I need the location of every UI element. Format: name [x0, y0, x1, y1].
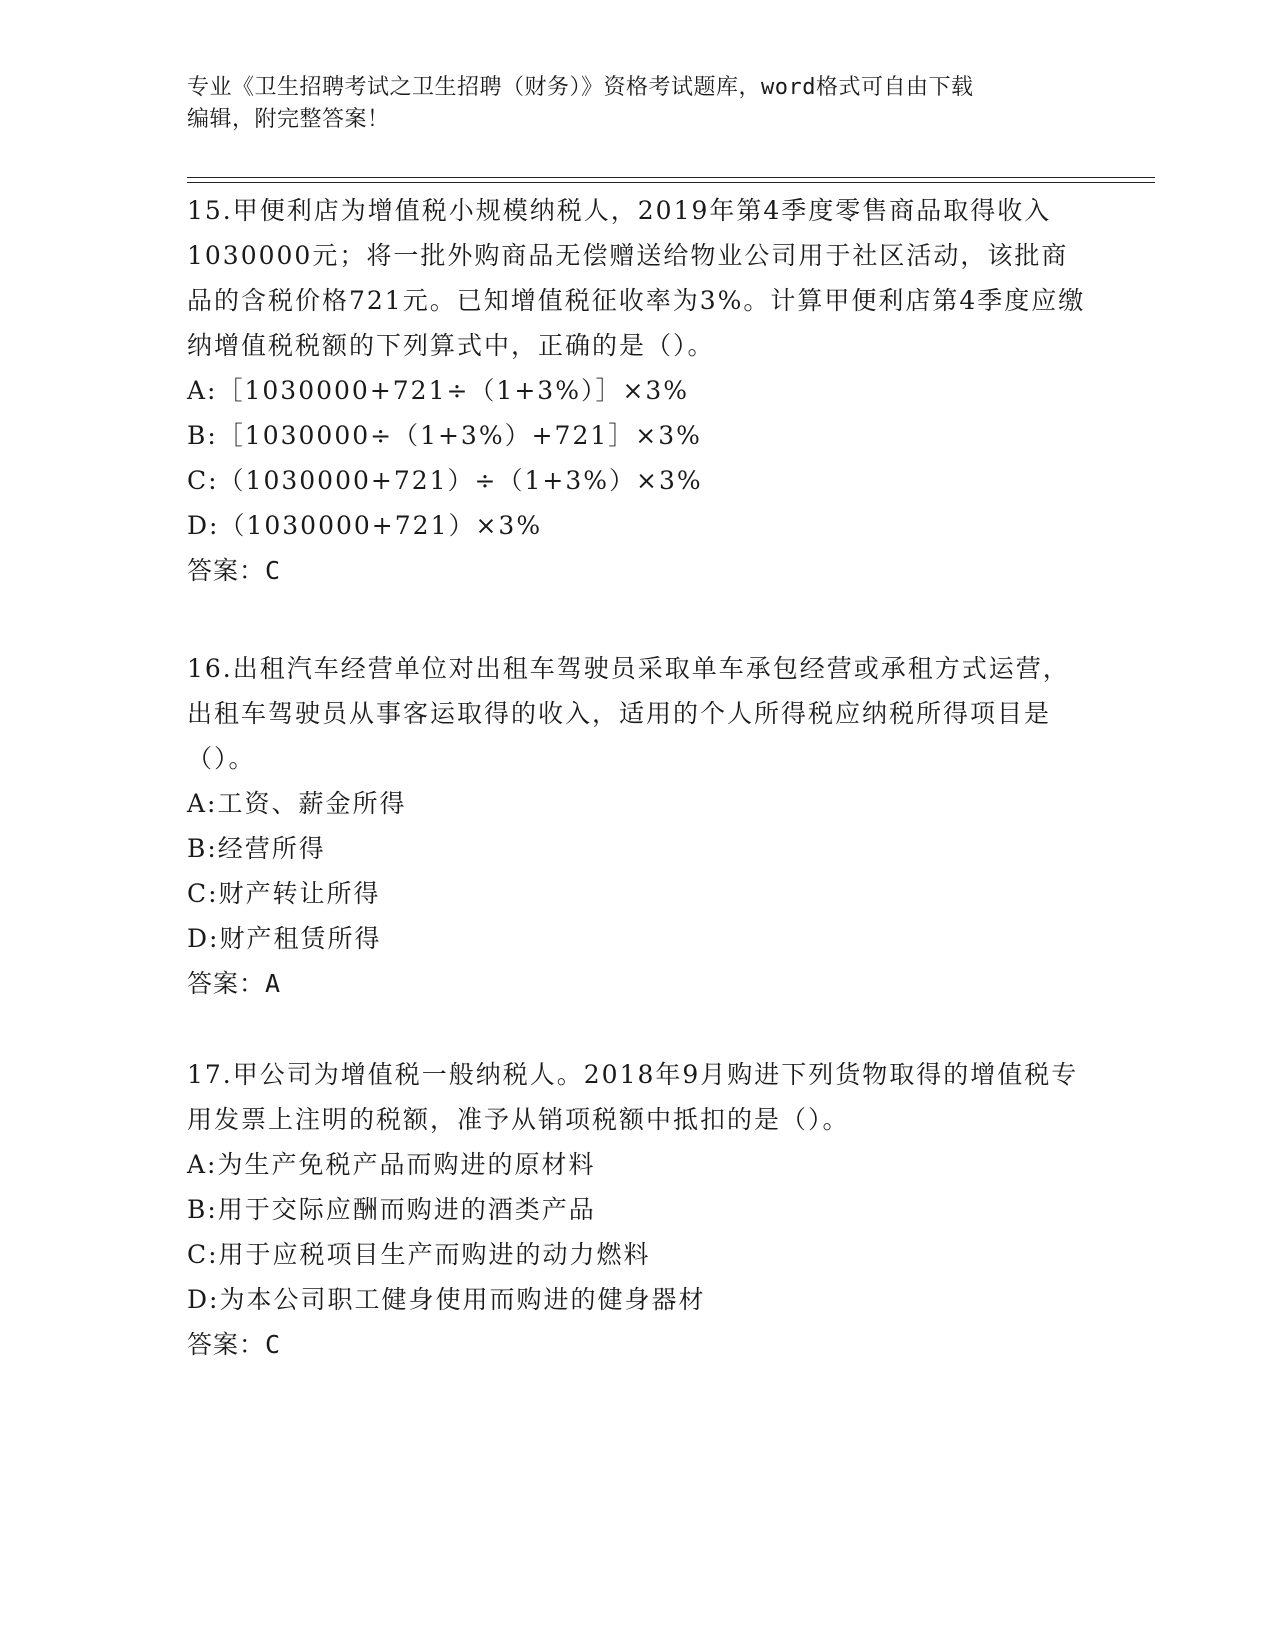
question-stem: 16.出租汽车经营单位对出租车驾驶员采取单车承包经营或承租方式运营，出租车驾驶员从事客运取得的收入，适用的个人所得税应纳税所得项目是（）。 [187, 654, 1070, 773]
option-d: D:为本公司职工健身使用而购进的健身器材 [187, 1285, 706, 1314]
option-d: D:（1030000+721）×3% [187, 511, 543, 540]
question-stem: 17.甲公司为增值税一般纳税人。2018年9月购进下列货物取得的增值税专用发票上注明的税额，准予从销项税额中抵扣的是（）。 [187, 1060, 1079, 1134]
question-stem: 15.甲便利店为增值税小规模纳税人，2019年第4季度零售商品取得收入1030000元；将一批外购商品无偿赠送给物业公司用于社区活动，该批商品的含税价格721元。已知增值税征收率为3%。计算甲便利店第4季度应缴纳增值税税额的下列算式中，正确的是（）。 [187, 196, 1086, 360]
option-d: D:财产租赁所得 [187, 924, 382, 953]
option-b: B:经营所得 [187, 834, 326, 863]
option-c: C:财产转让所得 [187, 879, 381, 908]
header-line-1: 专业《卫生招聘考试之卫生招聘（财务）》资格考试题库，word格式可自由下载 [187, 75, 974, 100]
page-header [187, 72, 1067, 136]
option-a: A:［1030000+721÷（1+3%）］×3% [187, 376, 690, 405]
option-a: A:工资、薪金所得 [187, 789, 407, 818]
answer: 答案：A [187, 969, 282, 998]
answer: 答案：C [187, 1330, 282, 1359]
option-b: B:用于交际应酬而购进的酒类产品 [187, 1195, 596, 1224]
question-15 [187, 188, 1087, 593]
header-divider [187, 177, 1155, 183]
answer: 答案：C [187, 556, 282, 585]
option-a: A:为生产免税产品而购进的原材料 [187, 1150, 596, 1179]
header-line-2: 编辑，附完整答案！ [187, 107, 390, 132]
question-16 [187, 646, 1087, 1006]
option-b: B:［1030000÷（1+3%）+721］×3% [187, 421, 702, 450]
option-c: C:用于应税项目生产而购进的动力燃料 [187, 1240, 651, 1269]
option-c: C:（1030000+721）÷（1+3%）×3% [187, 466, 703, 495]
question-17 [187, 1052, 1087, 1367]
